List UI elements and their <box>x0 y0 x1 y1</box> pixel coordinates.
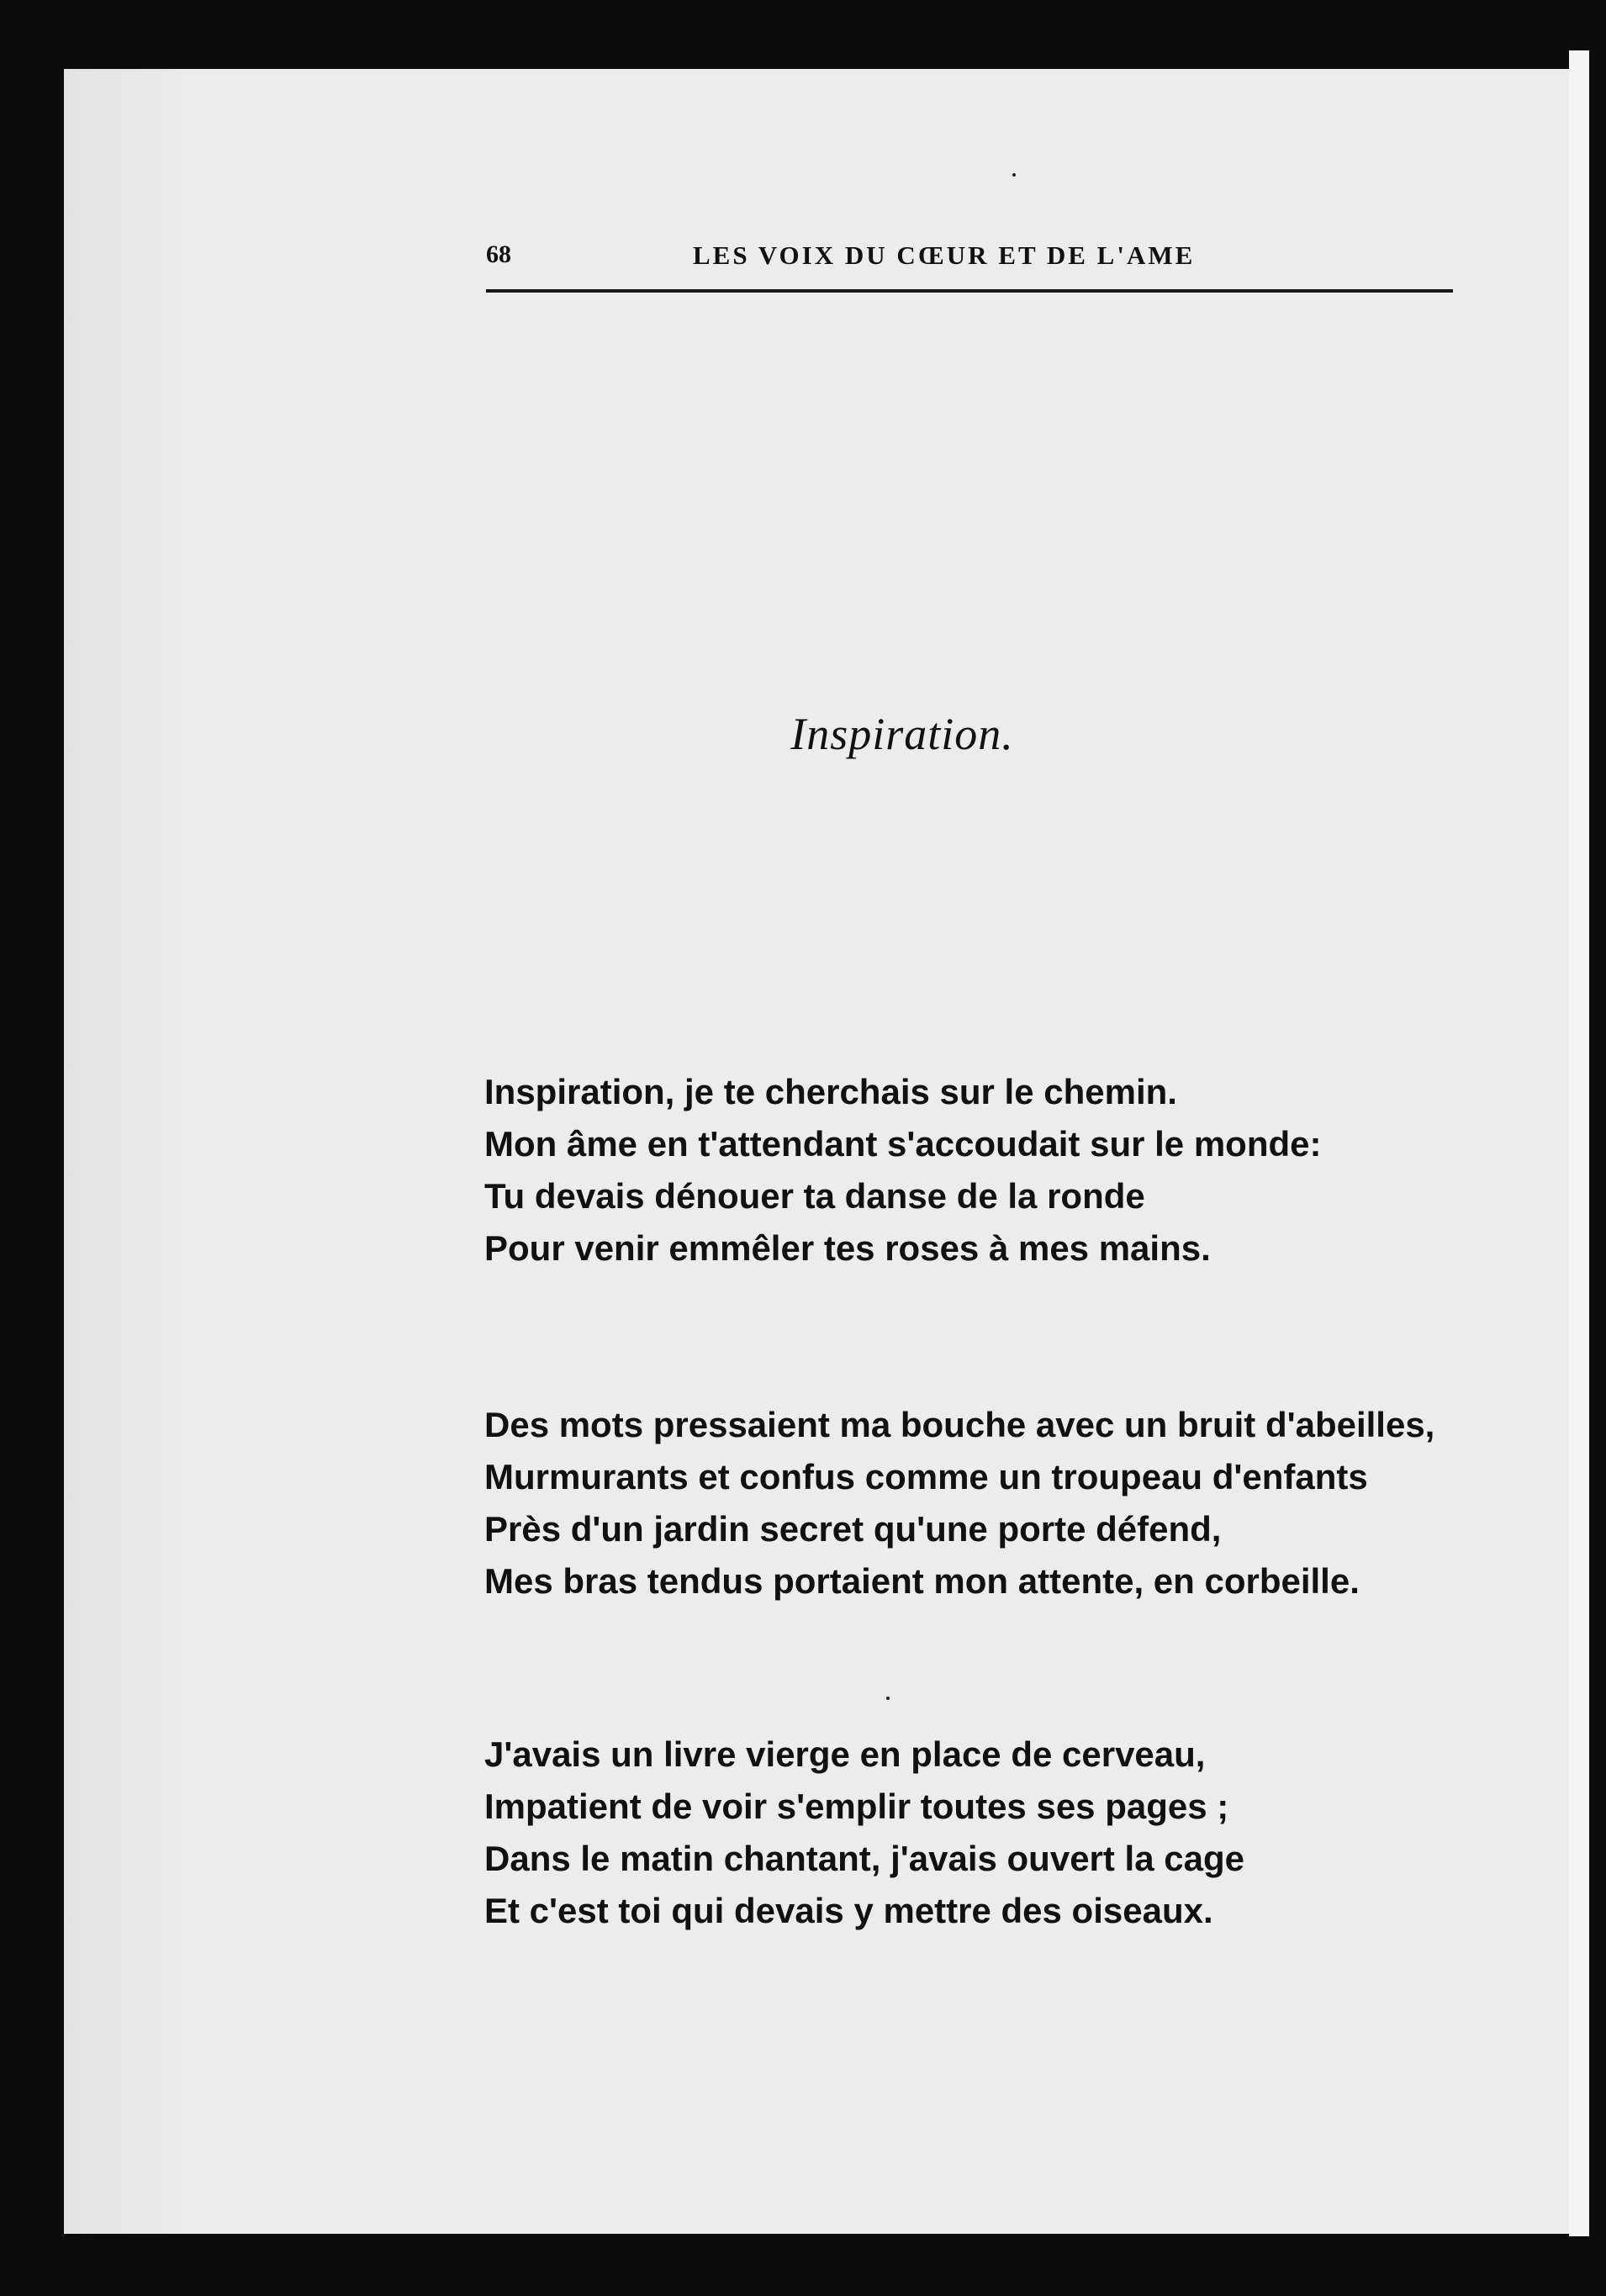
verse-line: Mes bras tendus portaient mon attente, en corbeille. <box>484 1561 1360 1601</box>
scan-speck <box>1012 173 1016 177</box>
verse-line: Près d'un jardin secret qu'une porte défend, <box>484 1509 1222 1549</box>
page-header <box>486 240 1453 274</box>
scan-speck <box>886 1697 890 1700</box>
verse-line: J'avais un livre vierge en place de cerveau, <box>484 1734 1206 1774</box>
stanza-3 <box>484 1729 1569 1937</box>
page-right-edge <box>1569 50 1589 2236</box>
verse-line: Tu devais dénouer ta danse de la ronde <box>484 1176 1145 1216</box>
stanza-2 <box>484 1399 1569 1607</box>
verse-line: Impatient de voir s'emplir toutes ses pages ; <box>484 1787 1229 1826</box>
stanza-1 <box>484 1066 1569 1275</box>
verse-line: Mon âme en t'attendant s'accoudait sur le monde: <box>484 1124 1322 1164</box>
verse-line: Dans le matin chantant, j'avais ouvert la cage <box>484 1839 1244 1878</box>
spine-shadow <box>64 69 190 2234</box>
verse-line: Des mots pressaient ma bouche avec un bruit d'abeilles, <box>484 1405 1435 1444</box>
page-number: 68 <box>486 240 511 268</box>
header-rule <box>486 289 1453 293</box>
running-head: LES VOIX DU CŒUR ET DE L'AME <box>693 240 1196 270</box>
poem-title: Inspiration. <box>790 709 1014 759</box>
verse-line: Et c'est toi qui devais y mettre des oiseaux. <box>484 1891 1213 1930</box>
verse-line: Pour venir emmêler tes roses à mes mains. <box>484 1228 1211 1268</box>
verse-line: Inspiration, je te cherchais sur le chemin. <box>484 1072 1177 1111</box>
verse-line: Murmurants et confus comme un troupeau d'enfants <box>484 1457 1368 1496</box>
